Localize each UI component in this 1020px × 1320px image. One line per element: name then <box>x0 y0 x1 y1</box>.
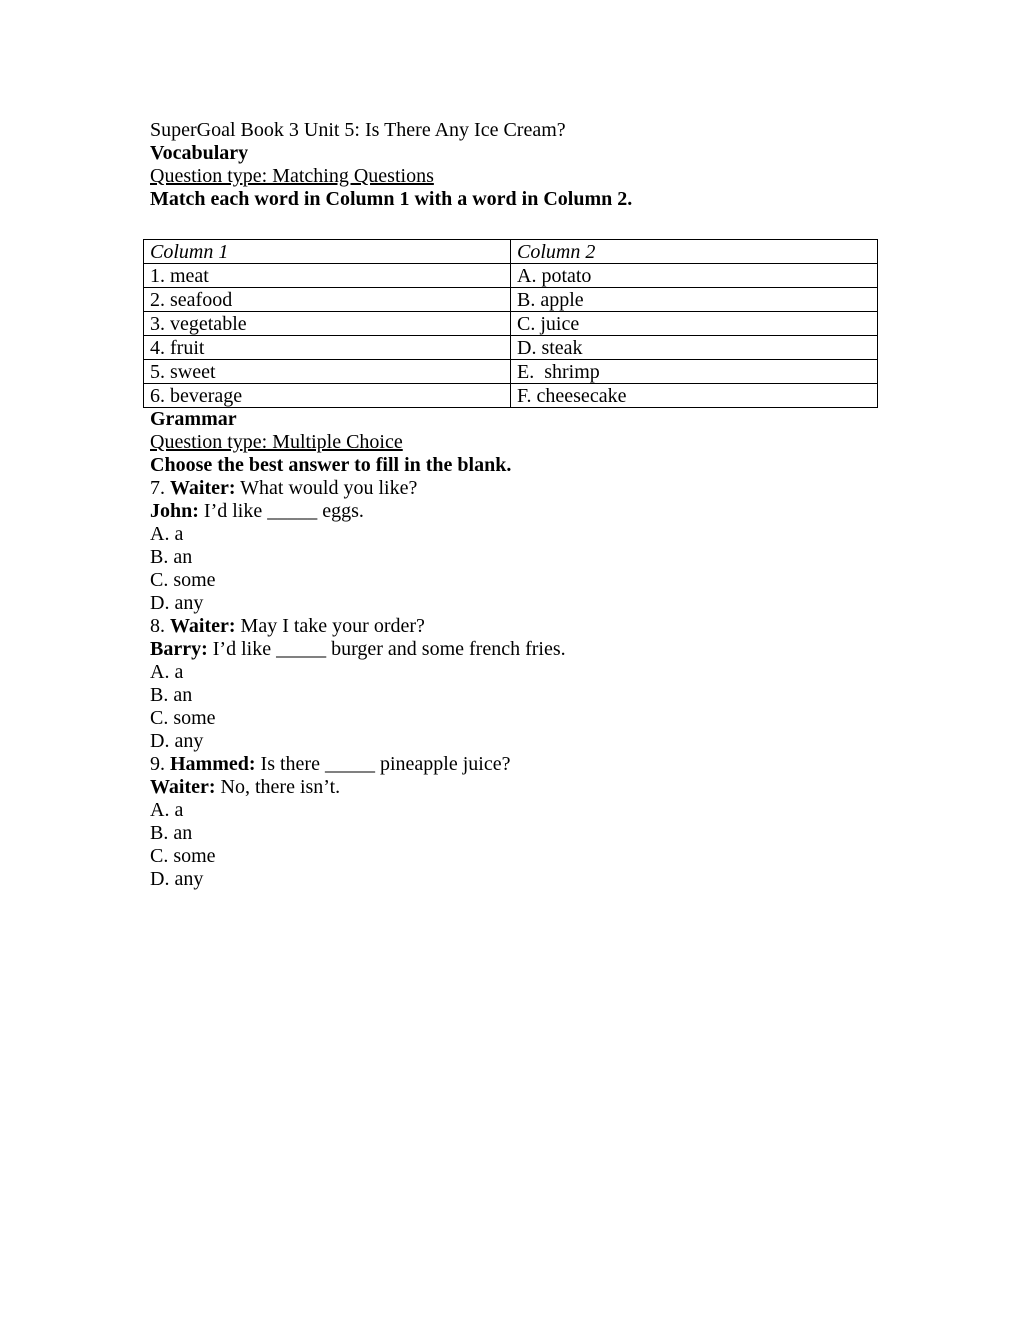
vocabulary-question-type: Question type: Matching Questions <box>150 165 434 187</box>
table-row <box>144 384 878 408</box>
table-cell: 3. vegetable <box>144 312 511 336</box>
option-d: D. any <box>150 592 204 614</box>
question-line-1 <box>150 477 878 500</box>
option-b: B. an <box>150 546 193 568</box>
table-header-row <box>144 240 878 264</box>
question-line-2 <box>150 500 878 523</box>
table-cell: 1. meat <box>144 264 511 288</box>
option-b: B. an <box>150 822 193 844</box>
grammar-instruction: Choose the best answer to fill in the blank. <box>150 454 512 476</box>
option-a: A. a <box>150 523 184 545</box>
speaker-label: John: <box>150 500 199 522</box>
dialogue-text: May I take your order? <box>240 615 425 637</box>
question-9 <box>150 753 878 891</box>
question-line-1 <box>150 615 878 638</box>
question-number: 8. <box>150 615 165 637</box>
dialogue-text: What would you like? <box>240 477 418 499</box>
vocabulary-heading: Vocabulary <box>150 142 249 164</box>
table-cell: C. juice <box>511 312 878 336</box>
question-line-2 <box>150 638 878 661</box>
option-c: C. some <box>150 707 216 729</box>
speaker-label: Waiter: <box>150 776 216 798</box>
dialogue-text: No, there isn’t. <box>220 776 341 798</box>
dialogue-text: I’d like _____ eggs. <box>203 500 364 522</box>
matching-table-container <box>150 239 878 408</box>
option-b: B. an <box>150 684 193 706</box>
table-cell: F. cheesecake <box>511 384 878 408</box>
question-number: 9. <box>150 753 165 775</box>
dialogue-text: Is there _____ pineapple juice? <box>260 753 511 775</box>
question-7 <box>150 477 878 615</box>
question-8 <box>150 615 878 753</box>
table-cell: B. apple <box>511 288 878 312</box>
table-cell: 4. fruit <box>144 336 511 360</box>
speaker-label: Waiter: <box>170 615 236 637</box>
document-title: SuperGoal Book 3 Unit 5: Is There Any Ice Cream? <box>150 119 566 141</box>
table-cell: 6. beverage <box>144 384 511 408</box>
question-number: 7. <box>150 477 165 499</box>
grammar-question-type: Question type: Multiple Choice <box>150 431 403 453</box>
table-cell: A. potato <box>511 264 878 288</box>
option-a: A. a <box>150 799 184 821</box>
vocabulary-instruction: Match each word in Column 1 with a word in Column 2. <box>150 188 633 210</box>
table-cell: E. shrimp <box>511 360 878 384</box>
option-d: D. any <box>150 868 204 890</box>
column2-header: Column 2 <box>511 240 878 264</box>
table-row <box>144 336 878 360</box>
table-cell: 5. sweet <box>144 360 511 384</box>
speaker-label: Barry: <box>150 638 208 660</box>
question-line-2 <box>150 776 878 799</box>
column1-header: Column 1 <box>144 240 511 264</box>
table-cell: 2. seafood <box>144 288 511 312</box>
dialogue-text: I’d like _____ burger and some french fries. <box>212 638 566 660</box>
option-d: D. any <box>150 730 204 752</box>
grammar-heading: Grammar <box>150 408 237 430</box>
speaker-label: Waiter: <box>170 477 236 499</box>
table-row <box>144 288 878 312</box>
table-row <box>144 264 878 288</box>
option-a: A. a <box>150 661 184 683</box>
speaker-label: Hammed: <box>170 753 256 775</box>
question-line-1 <box>150 753 878 776</box>
option-c: C. some <box>150 845 216 867</box>
table-row <box>144 360 878 384</box>
table-cell: D. steak <box>511 336 878 360</box>
table-row <box>144 312 878 336</box>
option-c: C. some <box>150 569 216 591</box>
matching-table <box>143 239 878 408</box>
